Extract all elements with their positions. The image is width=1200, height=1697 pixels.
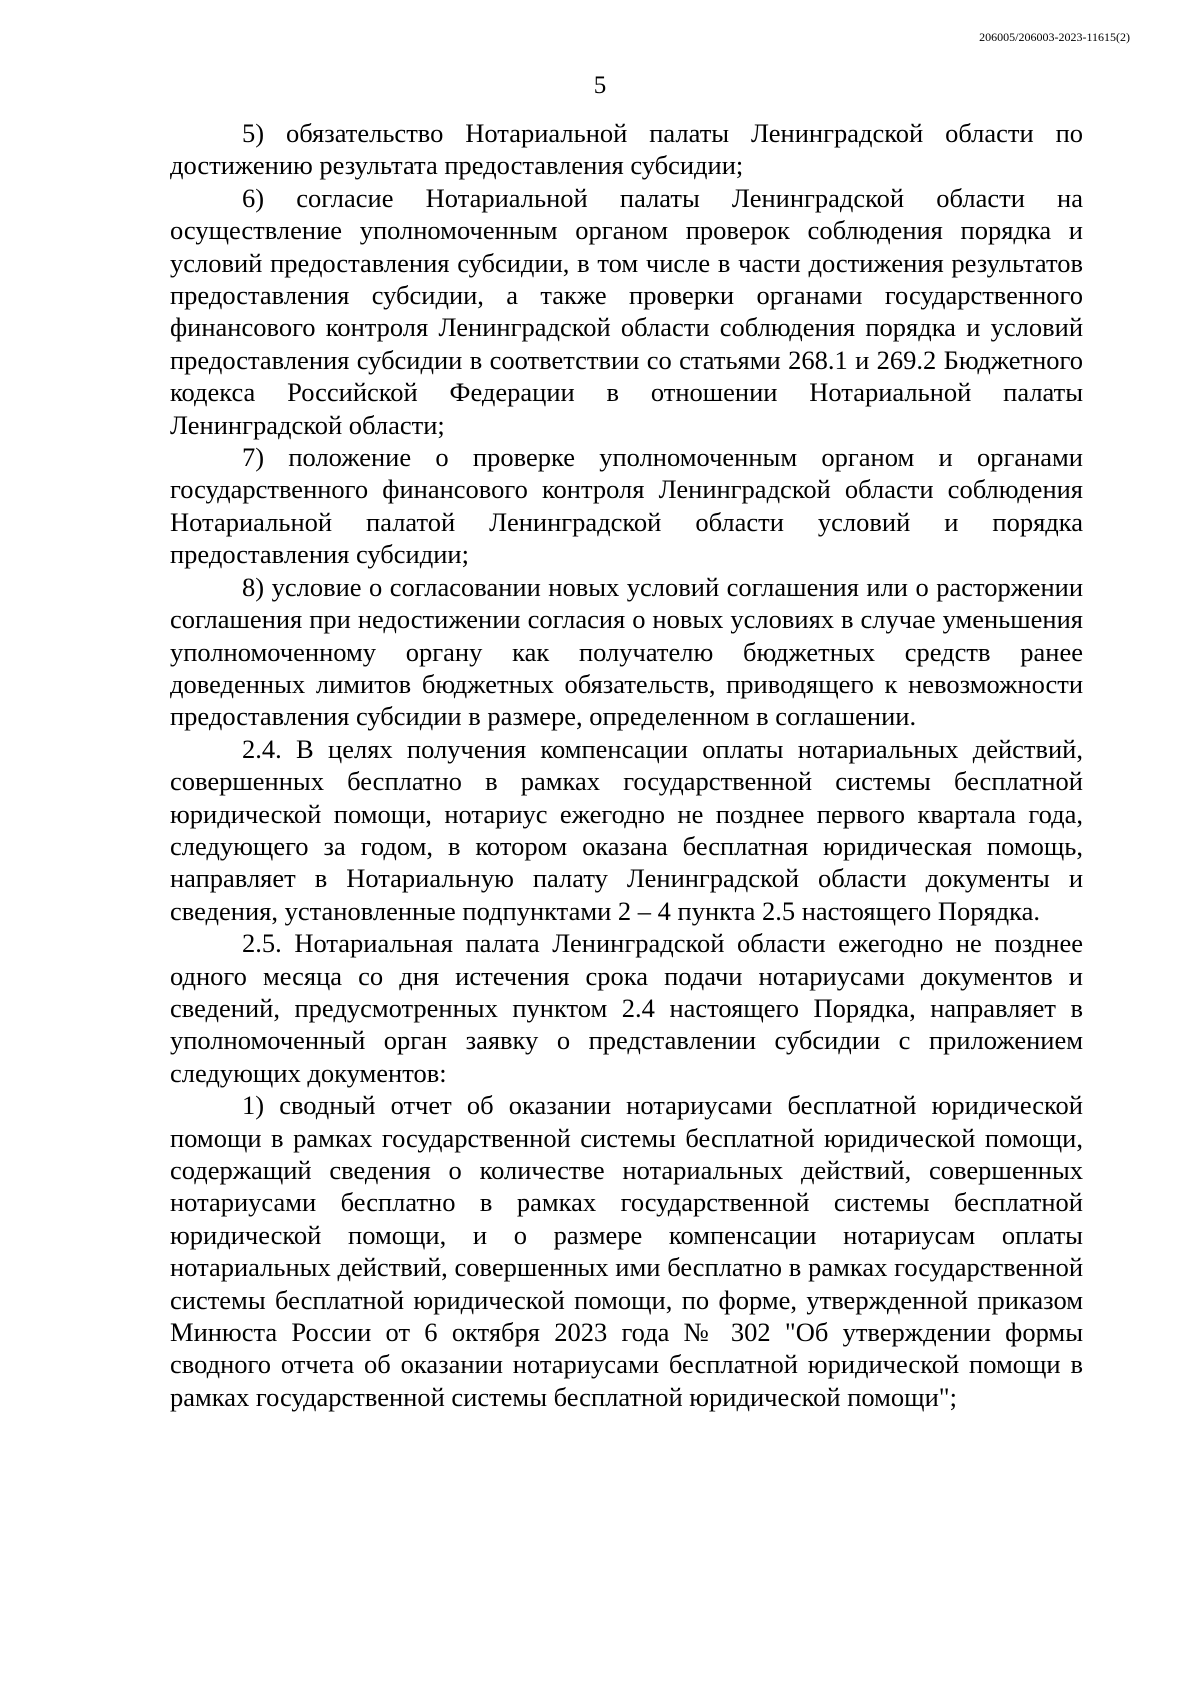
paragraph-subitem-1: 1) сводный отчет об оказании нотариусами бесплатной юридической помощи в рамках государственной системы бесплатной юридической помощи, содержащий сведения о количестве нотариальных действий, совершенных нотариусами бесплатно в рамках государственной системы бесплатной юридической помощи, и о размере компенсации нотариусам оплаты нотариальных действий, совершенных ими бесплатно в рамках государственной системы бесплатной юридической помощи, по форме, утвержденной приказом Минюста России от 6 октября 2023 года № 302 "Об утверждении формы сводного отчета об оказании нотариусами бесплатной юридической помощи в рамках государственной системы бесплатной юридической помощи"; (170, 1090, 1083, 1412)
paragraph-item-5: 5) обязательство Нотариальной палаты Ленинградской области по достижению результата предоставления субсидии; (170, 118, 1083, 181)
paragraph-item-6: 6) согласие Нотариальной палаты Ленинградской области на осуществление уполномоченным органом проверок соблюдения порядка и условий предоставления субсидии, в том числе в части достижения результатов предоставления субсидии, а также проверки органами государственного финансового контроля Ленинградской области соблюдения порядка и условий предоставления субсидии в соответствии со статьями 268.1 и 269.2 Бюджетного кодекса Российской Федерации в отношении Нотариальной палаты Ленинградской области; (170, 182, 1083, 440)
page-number: 5 (593, 72, 607, 99)
document-registration-code: 206005/206003-2023-11615(2) (979, 30, 1130, 44)
paragraph-item-8: 8) условие о согласовании новых условий соглашения или о расторжении соглашения при недостижении согласия о новых условиях в случае уменьшения уполномоченному органу как получателю бюджетных средств ранее доведенных лимитов бюджетных обязательств, приводящего к невозможности предоставления субсидии в размере, определенном в соглашении. (170, 571, 1083, 732)
paragraph-clause-2-5: 2.5. Нотариальная палата Ленинградской области ежегодно не позднее одного месяца со дня истечения срока подачи нотариусами документов и сведений, предусмотренных пунктом 2.4 настоящего Порядка, направляет в уполномоченный орган заявку о представлении субсидии с приложением следующих документов: (170, 928, 1083, 1088)
document-body (170, 117, 1083, 1413)
paragraph-item-7: 7) положение о проверке уполномоченным органом и органами государственного финансового контроля Ленинградской области соблюдения Нотариальной палатой Ленинградской области условий и порядка предоставления субсидии; (170, 442, 1083, 570)
paragraph-clause-2-4: 2.4. В целях получения компенсации оплаты нотариальных действий, совершенных бесплатно в рамках государственной системы бесплатной юридической помощи, нотариус ежегодно не позднее первого квартала года, следующего за годом, в котором оказана бесплатная юридическая помощь, направляет в Нотариальную палату Ленинградской области документы и сведения, установленные подпунктами 2 – 4 пункта 2.5 настоящего Порядка. (170, 733, 1083, 926)
